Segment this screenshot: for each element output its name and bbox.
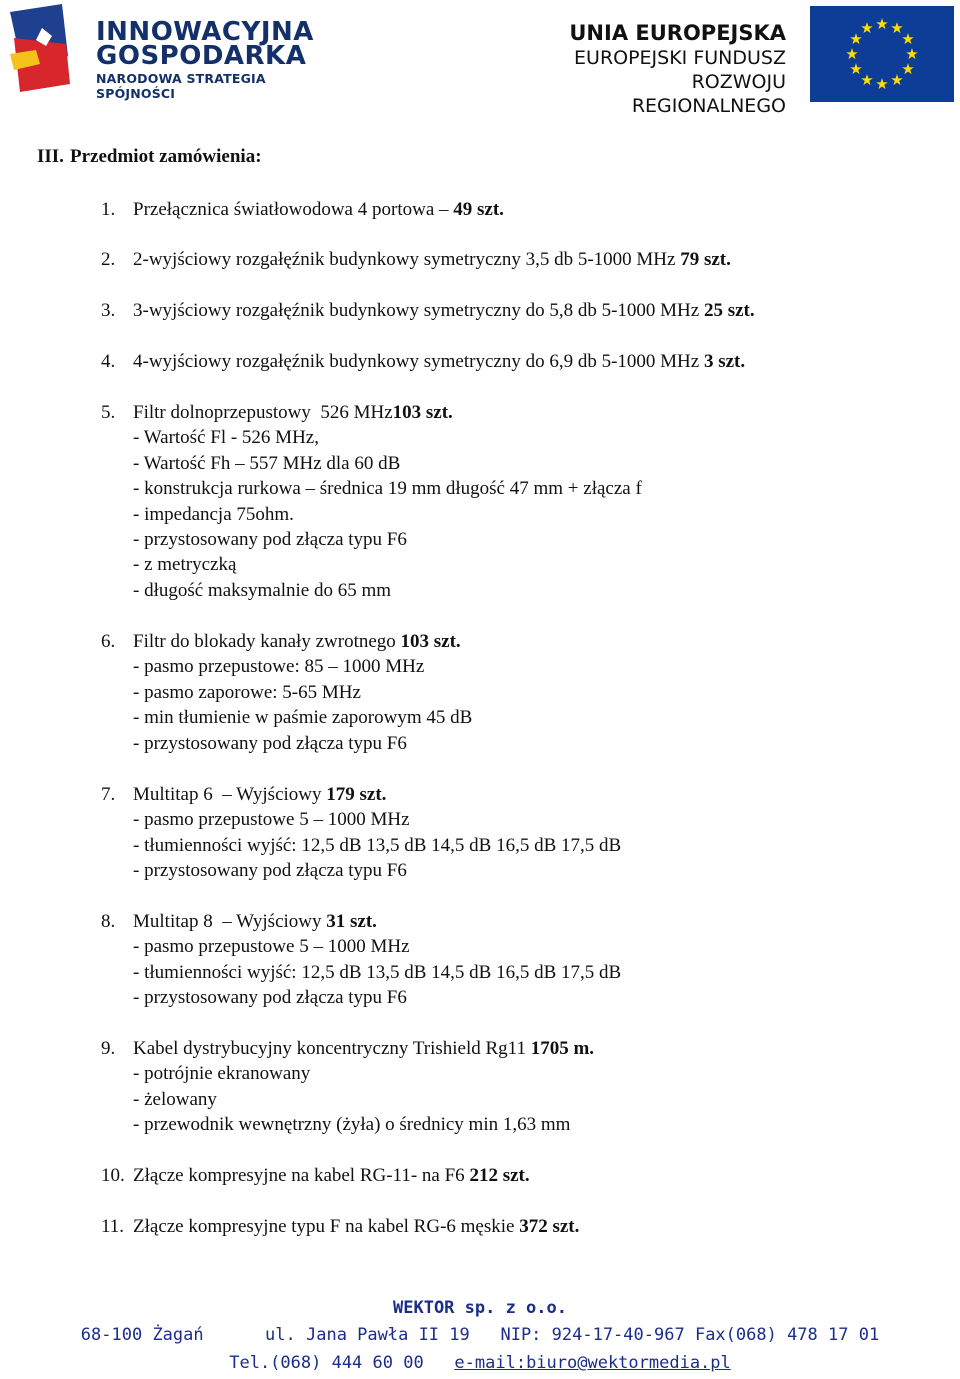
item-detail: - pasmo przepustowe 5 – 1000 MHz [133, 936, 410, 958]
list-item-text: Multitap 6 – Wyjściowy [133, 784, 327, 805]
list-item-text: 2-wyjściowy rozgałęźnik budynkowy symetryczny 3,5 db 5-1000 MHz [133, 249, 681, 270]
list-item [0, 782, 960, 884]
list-item [0, 629, 960, 756]
item-detail: - Wartość Fh – 557 MHz dla 60 dB [133, 452, 401, 474]
list-item [0, 909, 960, 1011]
footer-tel: Tel.(068) 444 60 00 [229, 1353, 424, 1373]
logo-line-1: INNOWACYJNA [96, 17, 314, 47]
footer-fax: Fax(068) 478 17 01 [694, 1325, 880, 1345]
list-item-quantity: 79 szt. [680, 249, 731, 270]
eu-star-icon: ★ [905, 45, 919, 63]
list-item [0, 247, 960, 272]
eu-star-icon: ★ [845, 45, 859, 63]
list-item-number: 2. [101, 249, 116, 270]
footer-company: WEKTOR sp. z o.o. [393, 1298, 567, 1318]
innowacyjna-gospodarka-emblem [6, 4, 92, 94]
item-detail: - z metryczką [133, 554, 237, 576]
item-detail: - żelowany [133, 1088, 217, 1110]
eu-line-3: ROZWOJU REGIONALNEGO [631, 71, 786, 117]
list-item-quantity: 3 szt. [703, 351, 746, 372]
item-detail: - przystosowany pod złącza typu F6 [133, 860, 407, 882]
eu-star-icon: ★ [860, 19, 874, 38]
list-item-quantity: 49 szt. [453, 199, 504, 220]
item-detail: - pasmo przepustowe 5 – 1000 MHz [133, 809, 410, 831]
eu-star-icon: ★ [875, 15, 889, 33]
item-detail: - przystosowany pod złącza typu F6 [133, 732, 407, 754]
list-item-number: 1. [101, 199, 116, 220]
list-item-number: 4. [101, 351, 116, 372]
list-item [0, 349, 960, 374]
eu-star-icon: ★ [901, 30, 915, 48]
item-detail: - długość maksymalnie do 65 mm [133, 579, 392, 601]
item-detail: - konstrukcja rurkowa – średnica 19 mm długość 47 mm + złącza f [133, 478, 642, 500]
list-item [0, 298, 960, 323]
list-item-text: Kabel dystrybucyjny koncentryczny Trishield Rg11 [133, 1038, 531, 1059]
list-item-text: Złącze kompresyjne na kabel RG-11- na F6 [133, 1165, 470, 1186]
section-title [37, 146, 262, 168]
list-item [0, 1163, 960, 1188]
logo-line-3: NARODOWA STRATEGIA SPÓJNOŚCI [96, 71, 266, 101]
item-detail: - przystosowany pod złącza typu F6 [133, 529, 407, 551]
footer-street: ul. Jana Pawła II 19 [265, 1325, 470, 1345]
footer-contact-line [0, 1353, 960, 1373]
list-item-quantity: 372 szt. [519, 1216, 580, 1237]
item-detail: - przewodnik wewnętrzny (żyła) o średnicy min 1,63 mm [133, 1114, 571, 1136]
list-item-number: 5. [101, 402, 116, 423]
eu-line-1: UNIA EUROPEJSKA [569, 21, 786, 45]
item-detail: - przystosowany pod złącza typu F6 [133, 987, 407, 1009]
list-item [0, 1214, 960, 1239]
eu-star-icon: ★ [901, 60, 915, 78]
list-item-quantity: 31 szt. [326, 911, 377, 932]
eu-star-icon: ★ [890, 70, 904, 89]
footer-address-line [0, 1325, 960, 1345]
list-item-quantity: 179 szt. [326, 784, 387, 805]
section-number: III. [37, 146, 64, 167]
list-item-quantity: 212 szt. [469, 1165, 530, 1186]
eu-star-icon: ★ [860, 70, 874, 89]
section-title-text: Przedmiot zamówienia: [70, 146, 262, 167]
footer-nip: NIP: 924-17-40-967 [500, 1325, 685, 1345]
eu-star-icon: ★ [875, 75, 889, 93]
list-item-text: Multitap 8 – Wyjściowy [133, 911, 327, 932]
eu-star-icon: ★ [849, 30, 863, 48]
list-item [0, 1036, 960, 1138]
list-item-text: Złącze kompresyjne typu F na kabel RG-6 męskie [133, 1216, 520, 1237]
item-detail: - tłumienności wyjść: 12,5 dB 13,5 dB 14,5 dB 16,5 dB 17,5 dB [133, 961, 622, 983]
list-item-number: 6. [101, 631, 116, 652]
item-detail: - min tłumienie w paśmie zaporowym 45 dB [133, 707, 473, 729]
item-detail: - impedancja 75ohm. [133, 503, 294, 525]
list-item [0, 197, 960, 222]
list-item-quantity: 25 szt. [703, 300, 755, 321]
eu-flag-icon [810, 6, 954, 102]
eu-star-icon: ★ [849, 60, 863, 78]
list-item-number: 8. [101, 911, 116, 932]
list-item-quantity: 103 szt. [392, 402, 453, 423]
list-item-text: Filtr dolnoprzepustowy 526 MHz [133, 402, 393, 423]
list-item-number: 11. [101, 1216, 125, 1237]
list-item-text: Przełącznica światłowodowa 4 portowa – [133, 199, 454, 220]
list-item-number: 7. [101, 784, 116, 805]
item-detail: - pasmo zaporowe: 5-65 MHz [133, 681, 361, 703]
eu-logo [554, 6, 954, 117]
list-item-text: Filtr do blokady kanały zwrotnego [133, 631, 401, 652]
footer-email-link[interactable]: e-mail:biuro@wektormedia.pl [454, 1353, 731, 1373]
list-item-number: 10. [101, 1165, 125, 1186]
list-item-number: 3. [101, 300, 116, 321]
list-item-quantity: 1705 m. [530, 1038, 595, 1059]
item-detail: - pasmo przepustowe: 85 – 1000 MHz [133, 656, 425, 678]
list-item-quantity: 103 szt. [400, 631, 461, 652]
eu-line-2: EUROPEJSKI FUNDUSZ [574, 47, 786, 69]
eu-star-icon: ★ [890, 19, 904, 38]
list-item [0, 400, 960, 603]
list-item-text: 3-wyjściowy rozgałęźnik budynkowy symetryczny do 5,8 db 5-1000 MHz [133, 300, 704, 321]
item-detail: - Wartość Fl - 526 MHz, [133, 427, 319, 449]
item-detail: - tłumienności wyjść: 12,5 dB 13,5 dB 14,5 dB 16,5 dB 17,5 dB [133, 834, 622, 856]
innowacyjna-gospodarka-logo [6, 4, 336, 101]
list-item-text: 4-wyjściowy rozgałęźnik budynkowy symetryczny do 6,9 db 5-1000 MHz [133, 351, 704, 372]
logo-line-2: GOSPODARKA [96, 41, 307, 71]
list-item-number: 9. [101, 1038, 116, 1059]
footer-city: 68-100 Żagań [80, 1325, 204, 1345]
item-detail: - potrójnie ekranowany [133, 1063, 311, 1085]
